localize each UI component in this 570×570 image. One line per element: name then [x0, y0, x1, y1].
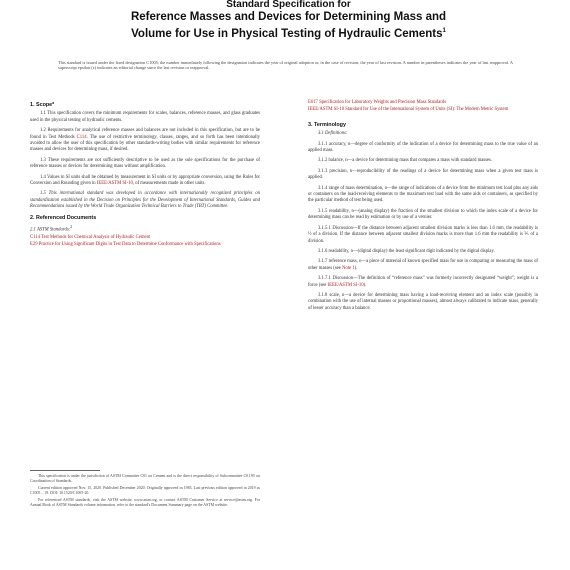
footnote-1: This specification is under the jurisdiction of ASTM Committee C01 on Cement and is the direct responsibility of Subcommittee C01.95 on Coordination of Standards.: [30, 474, 260, 483]
footnotes: [30, 474, 260, 510]
para-1-5: 1.5 This international standard was developed in accordance with internationally recognized principles on standardization established in the Decision on Principles for the Development of International Standards, Guides and Recommendations issued by the World Trade Organization Technical Barriers to Trade (TBT) Committee.: [30, 191, 260, 210]
section-2-heading: 2. Referenced Documents: [30, 214, 97, 221]
ref-e617: E617 Specification for Laboratory Weights and Precision Mass Standards: [308, 100, 447, 105]
link-si10[interactable]: IEEE/ASTM SI-10: [96, 181, 133, 187]
title-line-1: Standard Specification for: [226, 0, 351, 10]
ref-c114: C114 Test Methods for Chemical Analysis of Hydraulic Cement: [30, 235, 151, 241]
left-column: [30, 98, 260, 250]
def-readability-analog: 3.1.5 readability, n—(analog display) the fraction of the smallest division to which the index scale of a device for determining mass can be read by estimation or by use of a vernier.: [308, 208, 538, 221]
title-line-3: Volume for Use in Physical Testing of Hydraulic Cements$^1$: [131, 27, 446, 40]
para-1-2: 1.2 Requirements for analytical reference masses and balances are not included in this specification, but are to be found in Test Methods C114. The use of restrictive terminology, classes, ranges, and so forth has been intentionally avoided to allow the user of this specification by other standards-writing bodies with similar requirements for reference masses and devices for determining mass, if desired.: [30, 128, 260, 153]
title-line-2: Reference Masses and Devices for Determining Mass and: [130, 11, 447, 23]
para-2-1: 2.1 ASTM Standards:$^2$: [30, 225, 73, 233]
def-scale: 3.1.8 scale, n—a device for determining mass having a load-receiving element and an index scale (possibly in combination with the use of internal masses or proportional masses), almost always calibrated to indicate mass, generally of lesser accuracy than a balance.: [308, 292, 538, 311]
def-range: 3.1.4 range of mass determination, n—the range of indications of a device from the minimum test load plus any aids or containers on the load-receiving elements to the maximum test load with the same aids or containers, as specified by the particular method of test being used.: [308, 185, 538, 204]
section-3-heading: 3. Terminology: [308, 121, 346, 128]
ref-si10: IEEE/ASTM SI-10 Standard for Use of the International System of Units (SI): The Modern Metric System: [308, 107, 509, 113]
discussion-3-1-7-1: 3.1.7.1 Discussion—The definition of “reference mass” was formerly incorrectly designated “weight”; weight is a force (see IEEE/ASTM SI-10).: [308, 276, 538, 288]
ref-e29: E29 Practice for Using Significant Digits in Test Data to Determine Conformance with Specifications: [30, 242, 221, 248]
link-c114-ref[interactable]: C114: [30, 235, 40, 241]
discussion-3-1-5-1: 3.1.5.1 Discussion—If the distance between adjacent smallest division marks is less than 1.6 mm, the readability is ½ of a division. If the distance between adjacent smallest division marks is more than 1.6 mm the readability is ⅕ of a division.: [308, 225, 538, 244]
para-1-4: 1.4 Values in SI units shall be obtained by measurement in SI units or by appropriate conversion, using the Rules for Conversion and Rounding given in IEEE/ASTM SI-10, of measurements made in other units.: [30, 174, 260, 187]
def-reference-mass: 3.1.7 reference mass, n—a piece of material of known specified mass for use in comparing or measuring the mass of other masses (see Note 1).: [308, 259, 538, 271]
def-readability-digital: 3.1.6 readability, n—(digital display) the least significant digit indicated by the digital display.: [318, 248, 495, 254]
link-si10-ref[interactable]: IEEE/ASTM SI-10: [308, 107, 345, 113]
def-accuracy: 3.1.1 accuracy, n—degree of conformity of the indication of a device for determining mass to the true value of an applied mass.: [308, 141, 538, 154]
def-balance: 3.1.2 balance, n—a device for determining mass that compares a mass with standard masses.: [318, 158, 493, 164]
para-1-1: 1.1 This specification covers the minimum requirements for scales, balances, reference masses, and glass graduates used in the physical testing of hydraulic cements.: [30, 111, 260, 123]
link-note-1[interactable]: Note 1: [341, 265, 355, 271]
document-title: [36, 0, 541, 41]
para-1-3: 1.3 These requirements are not sufficiently descriptive to be used as the sole specifications for the purchase of reference masses or devices for determining mass without amplification.: [30, 157, 260, 170]
designation-notice: This standard is issued under the fixed designation C1005; the number immediately following the designation indicates the year of original adoption or, in the case of revision, the year of last revision. A number in parentheses indicates the year of last reapproval. A superscript epsilon (ε) indicates an editorial change since the last revision or reapproval.: [58, 60, 513, 71]
section-1-heading: 1. Scope*: [30, 102, 55, 108]
def-precision: 3.1.3 precision, n—reproducibility of the readings of a device for determining mass when a given test mass is applied.: [308, 168, 538, 181]
footnote-rule: [30, 470, 100, 471]
footnote-1b: Current edition approved Nov. 15, 2020. Published December 2020. Originally approved in 1983. Last previous edition approved in 2019 as C1005 – 19. DOI: 10.1520/C1005-20.: [30, 486, 260, 495]
link-c114[interactable]: C114: [76, 134, 87, 140]
right-column: [308, 100, 538, 316]
link-e29[interactable]: E29: [30, 242, 38, 248]
link-si10-def[interactable]: IEEE/ASTM SI-10: [327, 282, 364, 288]
link-e617[interactable]: E617: [308, 100, 318, 105]
footnote-2: For referenced ASTM standards, visit the ASTM website, www.astm.org, or contact ASTM Customer Service at service@astm.org. For Annual Book of ASTM Standards volume information, refer to the standard's Document Summary page on the ASTM website.: [30, 498, 260, 507]
para-3-1: 3.1 Definitions:: [318, 131, 348, 137]
